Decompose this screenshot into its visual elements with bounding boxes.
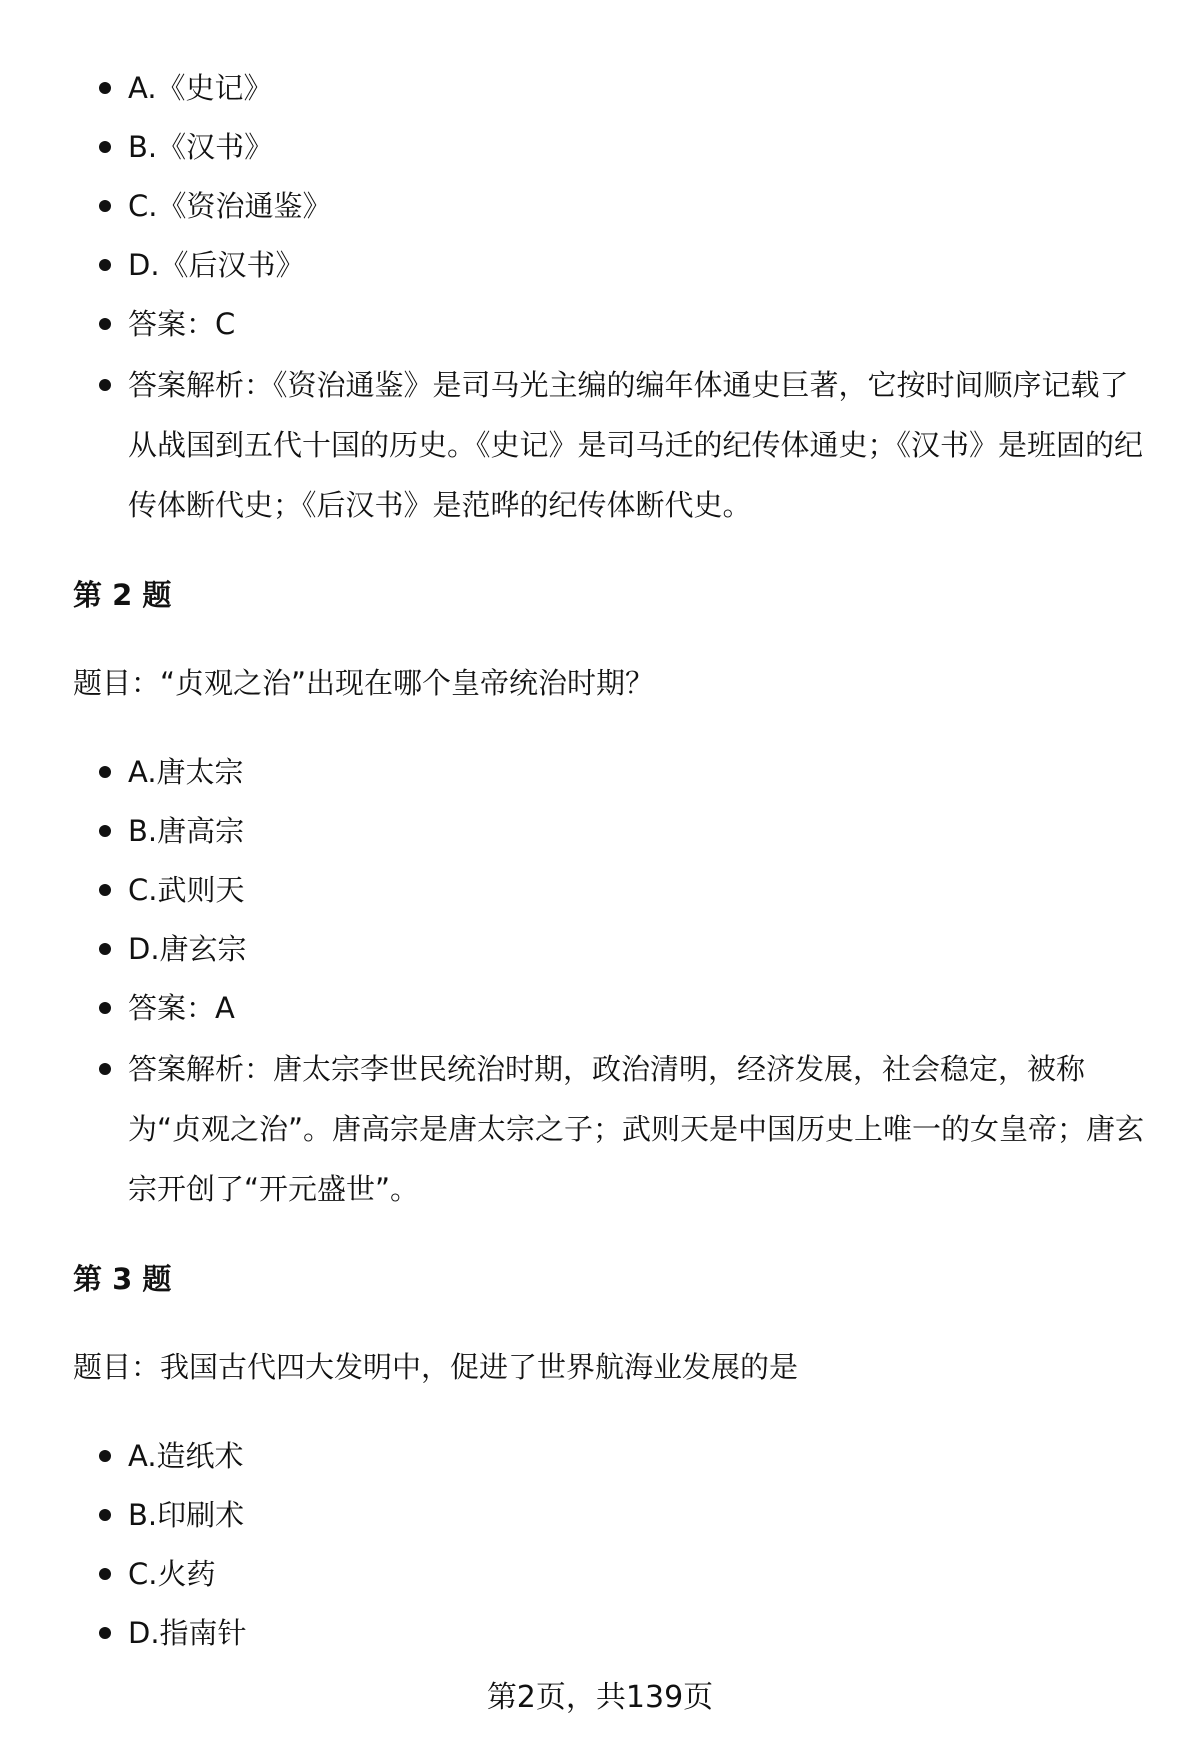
option-a: A.《史记》 xyxy=(128,68,1148,108)
option-b: B.《汉书》 xyxy=(128,127,1148,167)
option-a: A.造纸术 xyxy=(128,1436,1148,1476)
option-d: D.《后汉书》 xyxy=(128,245,1148,285)
question-3-text: 题目：我国古代四大发明中，促进了世界航海业发展的是 xyxy=(73,1350,799,1384)
question-2-heading: 第 2 题 xyxy=(73,578,172,612)
question-2-text: 题目：“贞观之治”出现在哪个皇帝统治时期？ xyxy=(73,666,655,700)
option-d: D.指南针 xyxy=(128,1613,1148,1653)
answer-explanation: 答案解析：《资治通鉴》是司马光主编的编年体通史巨著，它按时间顺序记载了从战国到五代十国的历史。《史记》是司马迁的纪传体通史；《汉书》是班固的纪传体断代史；《后汉书》是范晔的纪传体断代史。 xyxy=(128,355,1148,535)
option-a: A.唐太宗 xyxy=(128,752,1148,792)
page-number-footer: 第2页，共139页 xyxy=(486,1680,714,1715)
answer: 答案：C xyxy=(128,304,1148,344)
option-c: C.《资治通鉴》 xyxy=(128,186,1148,226)
answer-explanation: 答案解析：唐太宗李世民统治时期，政治清明，经济发展，社会稳定，被称为“贞观之治”。唐高宗是唐太宗之子；武则天是中国历史上唯一的女皇帝；唐玄宗开创了“开元盛世”。 xyxy=(128,1039,1148,1219)
question-3-heading: 第 3 题 xyxy=(73,1262,172,1296)
option-b: B.唐高宗 xyxy=(128,811,1148,851)
option-d: D.唐玄宗 xyxy=(128,929,1148,969)
option-c: C.武则天 xyxy=(128,870,1148,910)
option-c: C.火药 xyxy=(128,1554,1148,1594)
option-b: B.印刷术 xyxy=(128,1495,1148,1535)
answer: 答案：A xyxy=(128,988,1148,1028)
